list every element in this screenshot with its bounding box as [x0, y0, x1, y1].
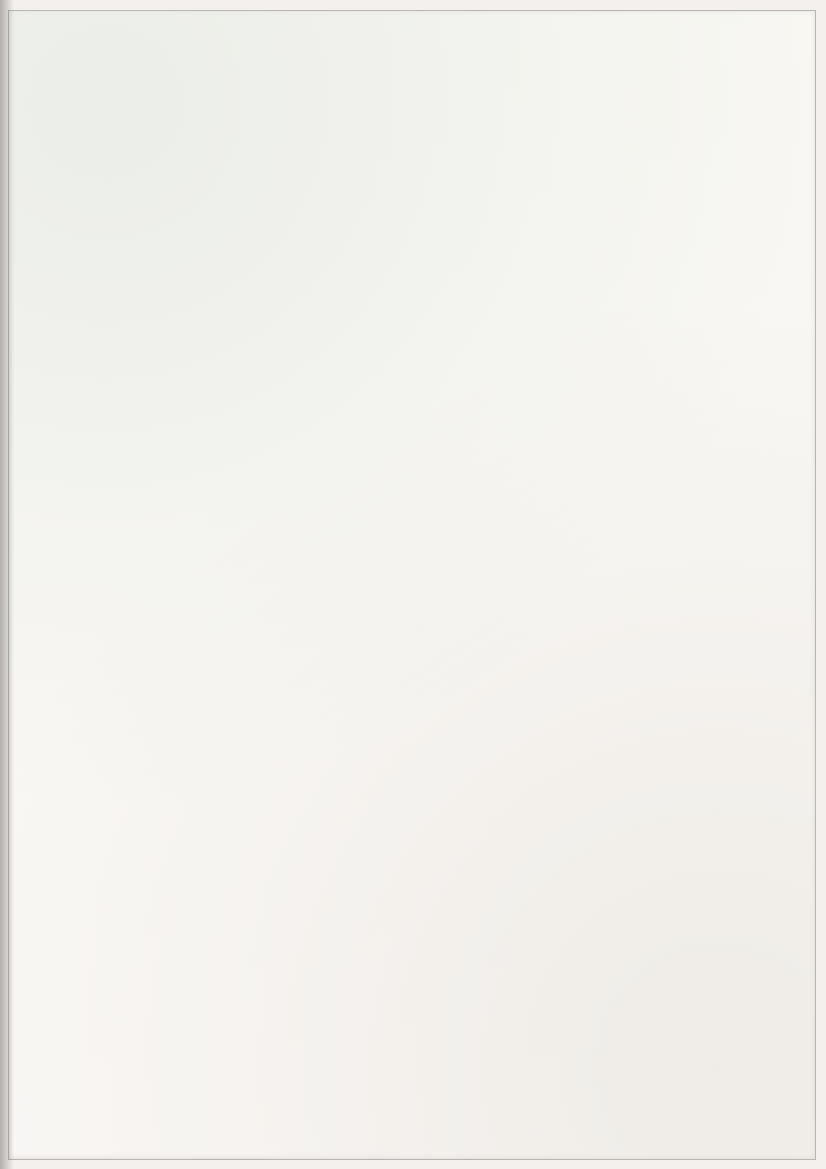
performance-chart	[150, 351, 668, 925]
chart-svg	[150, 351, 668, 925]
